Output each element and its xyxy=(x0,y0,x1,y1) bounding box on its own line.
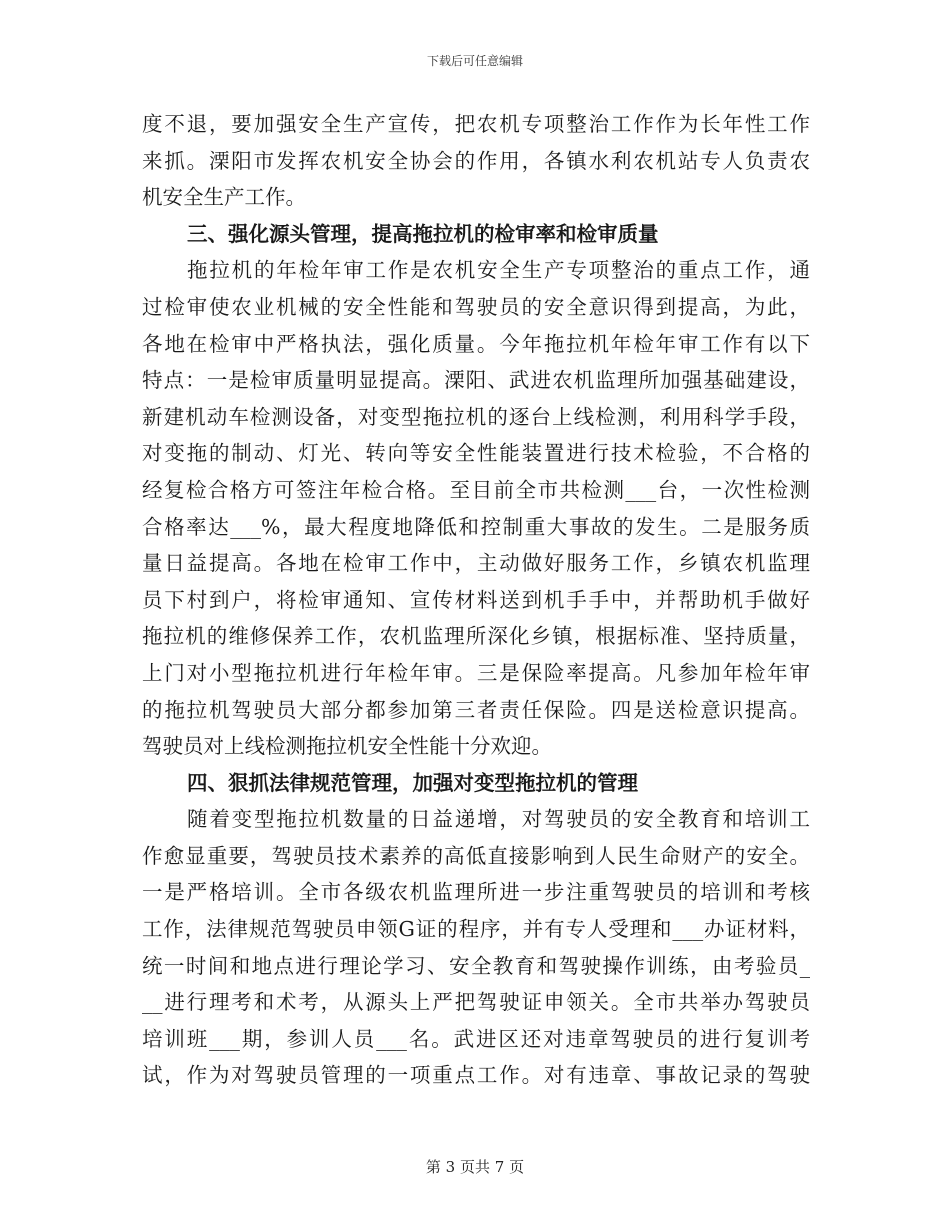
page-header: 下载后可任意编辑 xyxy=(426,54,523,68)
body-line: 过检审使农业机械的安全性能和驾驶员的安全意识得到提高，为此， xyxy=(142,294,810,319)
body-line: 量日益提高。各地在检审工作中，主动做好服务工作，乡镇农机监理 xyxy=(142,551,810,576)
body-line: 试，作为对驾驶员管理的一项重点工作。对有违章、事故记录的驾驶 xyxy=(142,1063,810,1088)
body-line: 员下村到户，将检审通知、宣传材料送到机手手中，并帮助机手做好 xyxy=(142,587,810,612)
body-line: 合格率达___%，最大程度地降低和控制重大事故的发生。二是服务质 xyxy=(142,514,810,539)
body-line: 拖拉机的维修保养工作，农机监理所深化乡镇，根据标准、坚持质量， xyxy=(142,624,810,649)
body-line: 作愈显重要，驾驶员技术素养的高低直接影响到人民生命财产的安全。 xyxy=(142,843,810,868)
body-line: 来抓。溧阳市发挥农机安全协会的作用，各镇水利农机站专人负责农 xyxy=(142,148,810,173)
body-line: 经复检合格方可签注年检合格。至目前全市共检测___台，一次性检测 xyxy=(142,477,810,502)
page-number: 第 3 页共 7 页 xyxy=(425,1158,525,1176)
body-line: 的拖拉机驾驶员大部分都参加第三者责任保险。四是送检意识提高。 xyxy=(142,697,810,722)
body-line: 机安全生产工作。 xyxy=(142,185,306,210)
body-line: 培训班___期，参训人员___名。武进区还对违章驾驶员的进行复训考 xyxy=(142,1026,810,1051)
section-heading: 三、强化源头管理，提高拖拉机的检审率和检审质量 xyxy=(187,221,659,246)
body-line: __进行理考和术考，从源头上严把驾驶证申领关。全市共举办驾驶员 xyxy=(142,990,810,1015)
body-line: 对变拖的制动、灯光、转向等安全性能装置进行技术检验，不合格的 xyxy=(142,441,810,466)
body-line: 新建机动车检测设备，对变型拖拉机的逐台上线检测，利用科学手段， xyxy=(142,404,810,429)
body-line: 随着变型拖拉机数量的日益递增，对驾驶员的安全教育和培训工 xyxy=(187,807,810,832)
section-heading: 四、狠抓法律规范管理，加强对变型拖拉机的管理 xyxy=(187,770,638,795)
document-body xyxy=(142,106,810,1094)
body-line: 统一时间和地点进行理论学习、安全教育和驾驶操作训练，由考验员_ xyxy=(142,953,810,978)
body-line: 上门对小型拖拉机进行年检年审。三是保险率提高。凡参加年检年审 xyxy=(142,660,810,685)
body-line: 一是严格培训。全市各级农机监理所进一步注重驾驶员的培训和考核 xyxy=(142,880,810,905)
body-line: 工作，法律规范驾驶员申领G证的程序，并有专人受理和___办证材料， xyxy=(142,917,810,942)
body-line: 度不退，要加强安全生产宣传，把农机专项整治工作作为长年性工作 xyxy=(142,112,810,136)
body-line: 特点：一是检审质量明显提高。溧阳、武进农机监理所加强基础建设， xyxy=(142,368,810,393)
body-line: 拖拉机的年检年审工作是农机安全生产专项整治的重点工作，通 xyxy=(187,258,810,283)
body-line: 各地在检审中严格执法，强化质量。今年拖拉机年检年审工作有以下 xyxy=(142,331,810,356)
body-line: 驾驶员对上线检测拖拉机安全性能十分欢迎。 xyxy=(142,734,552,759)
